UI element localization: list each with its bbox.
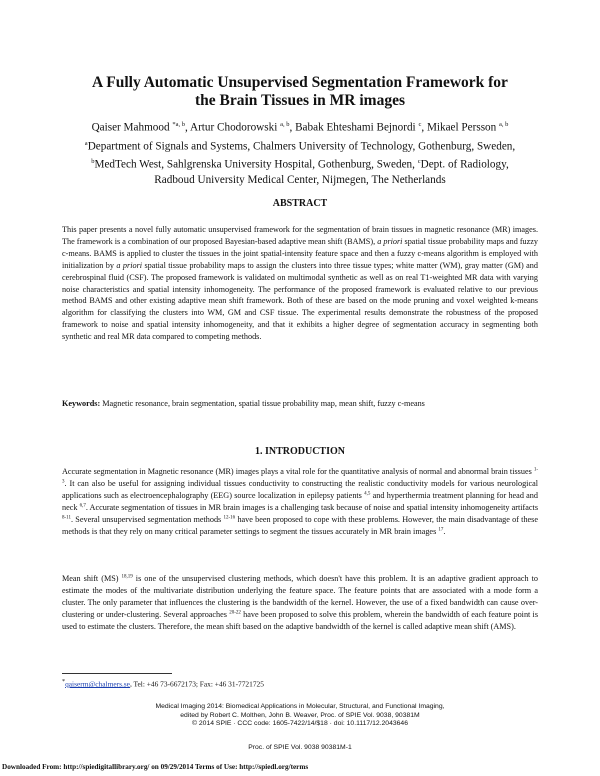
citation: 12-16 (223, 514, 236, 520)
affiliation-b: MedTech West, Sahlgrenska University Hospital, Gothenburg, Sweden, (94, 159, 415, 172)
affiliation-c-cont: Radboud University Medical Center, Nijmegen, The Netherlands (154, 174, 446, 187)
author-1-affiliation: *a, b (172, 121, 185, 128)
author-3-affiliation: c (418, 121, 422, 128)
proceedings-info (0, 703, 600, 729)
citation: 20-22 (229, 609, 241, 615)
abstract-text-2: spatial tissue probability maps and fuzzy c-means. BAMS is applied to cluster the tissues in the joint spatial-intensity feature space and then a fuzzy c-means algorithm is employed with initialization by (62, 236, 539, 270)
footnote (62, 679, 264, 688)
footnote-divider (62, 673, 172, 674)
intro-text: . (443, 526, 446, 536)
intro-text: is one of the unsupervised clustering methods, which doesn't have this problem. It is an adaptive gradient approach to estimate the modes of the multivariate distribution underlying the feature space. The feature points that are associated with a mode form a cluster. The only parameter that influences the clustering is the bandwidth of the kernel. However, the use of a fixed bandwidth can cause over-clustering or under-clustering. Several approaches (62, 574, 538, 619)
affiliation-c-mark: c (417, 158, 421, 166)
abstract-heading: ABSTRACT (272, 198, 328, 209)
abstract-text-1: This paper presents a novel fully automatic unsupervised framework for the segmentation of brain tissues in magnetic resonance (MR) images. The framework is a combination of our proposed Bayesian-based adaptive mean shift (BAMS), (62, 225, 538, 246)
keywords-line (62, 398, 538, 410)
intro-text: and hyperthermia treatment planning for head and neck (62, 490, 538, 512)
affiliation-a-mark: a (84, 139, 88, 147)
author-3: Babak Ehteshami Bejnordi (295, 121, 416, 134)
footnote-contact: , Tel: +46 73-6672173; Fax: +46 31-7721725 (129, 679, 264, 689)
intro-text: . It can also be useful for assigning individual tissues conductivity to constructing the realistic conductivity models for various neurological applications such as electroencephalography (EEG) source localization in epilepsy patients (62, 478, 538, 500)
abstract-italic-1: a priori (377, 236, 403, 246)
author-1: Qaiser Mahmood (91, 121, 170, 134)
email-link[interactable]: qaiserm@chalmers.se (65, 679, 130, 689)
footnote-mark: * (62, 679, 66, 685)
intro-text: . Several unsupervised segmentation methods (70, 514, 222, 524)
citation: 6,7 (79, 502, 86, 508)
intro-text: have been proposed to solve this problem, wherein the bandwidth of each feature point is used to estimate the clusters. Therefore, the mean shift based on the adaptive bandwidth of the kernel is called adaptive mean shift (AMS). (62, 609, 539, 631)
author-2-affiliation: a, b (280, 121, 290, 128)
abstract-text-3: spatial tissue probability maps to assign the clusters into three tissue types; white matter (WM), gray matter (GM) and cerebrospinal fluid (CSF). The proposed framework is validated on multimodal synthetic as well as on real T1-weighted MR data with varying noise characteristics and spatial intensity inhomogeneity. The performance of the proposed framework is evaluated relative to our previous method BAMS and other existing adaptive mean shift framework. Both of these are based on the mode pruning and voxel weighted k-means algorithm for classifying the clusters into WM, GM and CSF tissue. The experimental results demonstrate the robustness of the proposed framework to noise and spatial intensity inhomogeneity, and that it exhibits a higher degree of segmentation accuracy in segmenting both synthetic and real MR data compared to competing methods. (62, 260, 538, 342)
abstract-italic-2: a priori (116, 260, 143, 270)
intro-paragraph-1 (62, 466, 538, 537)
affiliation-a: Department of Signals and Systems, Chalmers University of Technology, Gothenburg, Sweden, (87, 140, 516, 153)
section-heading-introduction: 1. INTRODUCTION (254, 446, 345, 457)
abstract-body (62, 224, 538, 343)
author-4-affiliation: a, b (499, 121, 509, 128)
download-notice: Downloaded From: http://spiedigitallibrary.org/ on 09/29/2014 Terms of Use: http://spiedl.org/terms (2, 763, 309, 771)
paper-title (60, 74, 540, 110)
author-4: Mikael Persson (426, 121, 497, 134)
affiliation-b-mark: b (91, 158, 95, 166)
intro-paragraph-2 (62, 573, 538, 633)
author-2: Artur Chodorowski (189, 121, 278, 134)
citation: 18,19 (121, 574, 133, 580)
keywords-label: Keywords: (62, 399, 101, 408)
title-line-1: A Fully Automatic Unsupervised Segmentation Framework for (92, 74, 508, 91)
citation: 4,5 (364, 491, 371, 497)
intro-text: Accurate segmentation in Magnetic resonance (MR) images plays a vital role for the quantitative analysis of normal and abnormal brain tissues (62, 467, 532, 476)
author-block: Qaiser Mahmood $^{*a, b}$, Artur Chodorowski $^{a, b}$, Babak Ehteshami Bejnordi $^c$, Mikael Persson $^{a, b}$ $^a$Department of Signals and Systems, Chalmers University of Technology, Gothenburg, Sweden, $^b$MedTech West, Sahlgrenska University Hospital, Gothenburg, Sweden, $^c$Dept. of Radiology, Radboud University Medical Center, Nijmegen, The Netherlands (84, 121, 516, 187)
intro-text: . Accurate segmentation of tissues in MR brain images is a challenging task because of noise and spatial intensity inhomogeneity artifacts (85, 502, 539, 512)
affiliation-c: Dept. of Radiology, (420, 159, 509, 172)
citation: 8-11 (62, 514, 71, 520)
intro-text: have been proposed to cope with these problems. However, the main disadvantage of these methods is that they rely on many critical parameter settings to segment the tissues accurately in MR brain images (62, 514, 539, 536)
proceedings-line-2: edited by Robert C. Molthen, John B. Weaver, Proc. of SPIE Vol. 9038, 90381M (180, 711, 420, 719)
intro-text: Mean shift (MS) (62, 574, 119, 583)
page-number: Proc. of SPIE Vol. 9038 90381M-1 (248, 744, 352, 751)
citation: 1-3 (62, 467, 539, 485)
keywords-text: Magnetic resonance, brain segmentation, spatial tissue probability map, mean shift, fuzzy c-means (102, 399, 425, 408)
citation: 17 (438, 526, 444, 532)
proceedings-line-1: Medical Imaging 2014: Biomedical Applications in Molecular, Structural, and Functional Imaging, (155, 703, 445, 710)
proceedings-line-3: © 2014 SPIE · CCC code: 1605-7422/14/$18 · doi: 10.1117/12.2043646 (192, 720, 408, 728)
title-line-2: the Brain Tissues in MR images (195, 92, 405, 109)
